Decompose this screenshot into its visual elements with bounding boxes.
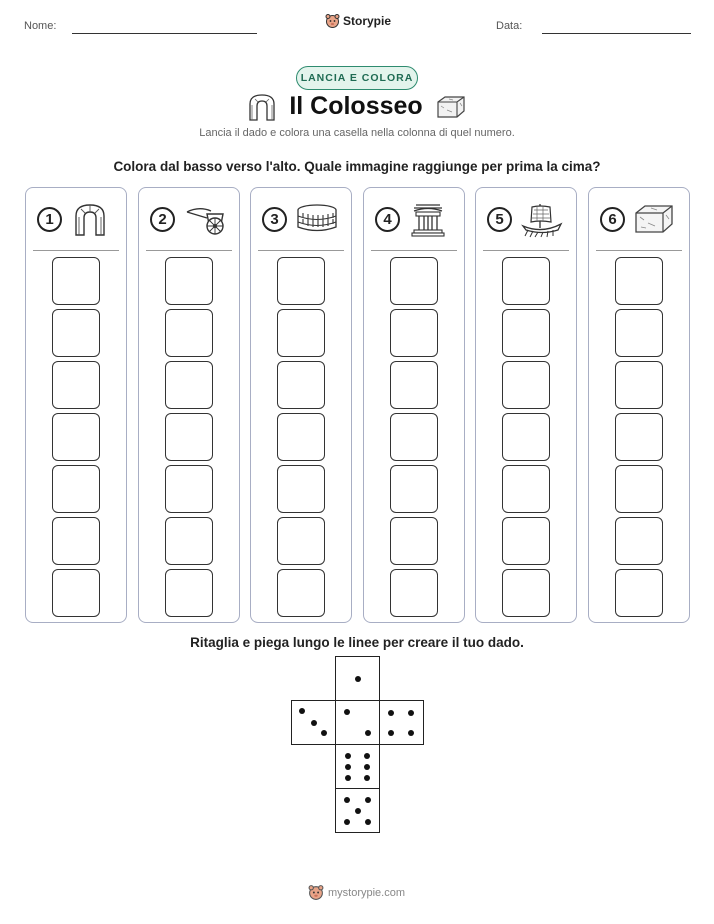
column-divider: [258, 250, 344, 251]
color-cell[interactable]: [615, 465, 663, 513]
arch-icon: [70, 202, 110, 236]
name-label: Nome:: [24, 20, 57, 32]
color-cell[interactable]: [502, 257, 550, 305]
date-field-line: [542, 33, 691, 34]
dice-pip: [365, 819, 371, 825]
dice-pip: [345, 775, 351, 781]
column-5: [475, 187, 577, 623]
column-divider: [33, 250, 119, 251]
column-divider: [596, 250, 682, 251]
galley-ship-icon: [520, 202, 564, 238]
column-4: [363, 187, 465, 623]
dice-face-1: [335, 656, 380, 701]
color-cell[interactable]: [390, 465, 438, 513]
color-cell[interactable]: [52, 413, 100, 461]
column-number: 5: [487, 207, 512, 232]
main-instruction: Colora dal basso verso l'alto. Quale immagine raggiunge per prima la cima?: [113, 159, 601, 174]
color-cell[interactable]: [277, 569, 325, 617]
color-cell[interactable]: [390, 257, 438, 305]
dice-pip: [299, 708, 305, 714]
column-header: [26, 188, 126, 250]
column-divider: [146, 250, 232, 251]
color-cell[interactable]: [277, 517, 325, 565]
dice-pip: [344, 797, 350, 803]
stone-block-icon: [435, 94, 467, 120]
color-cell[interactable]: [502, 517, 550, 565]
color-cell[interactable]: [390, 413, 438, 461]
chariot-icon: [183, 202, 227, 236]
dice-pip: [344, 709, 350, 715]
column-header: [139, 188, 239, 250]
color-cell[interactable]: [615, 361, 663, 409]
color-cell[interactable]: [52, 309, 100, 357]
stone-block-icon: [633, 202, 675, 236]
dice-pip: [364, 764, 370, 770]
dice-pip: [408, 730, 414, 736]
dice-face-5: [335, 788, 380, 833]
color-cell[interactable]: [615, 517, 663, 565]
column-header: [251, 188, 351, 250]
color-cell[interactable]: [390, 309, 438, 357]
dice-pip: [355, 808, 361, 814]
color-cell[interactable]: [502, 413, 550, 461]
color-cell[interactable]: [52, 517, 100, 565]
column-3: [250, 187, 352, 623]
temple-icon: [408, 202, 448, 238]
color-cell[interactable]: [615, 257, 663, 305]
color-cell[interactable]: [52, 465, 100, 513]
color-cell[interactable]: [52, 361, 100, 409]
color-cell[interactable]: [277, 413, 325, 461]
column-number: 6: [600, 207, 625, 232]
color-cell[interactable]: [165, 257, 213, 305]
color-cell[interactable]: [277, 257, 325, 305]
activity-badge: LANCIA E COLORA: [296, 66, 418, 90]
color-cell[interactable]: [615, 569, 663, 617]
color-cell[interactable]: [615, 309, 663, 357]
dice-pip: [365, 797, 371, 803]
color-cell[interactable]: [165, 309, 213, 357]
color-cell[interactable]: [502, 569, 550, 617]
column-header: [476, 188, 576, 250]
brand-name: Storypie: [343, 14, 392, 28]
dice-instruction: Ritaglia e piega lungo le linee per creare il tuo dado.: [190, 635, 524, 650]
dice-pip: [344, 819, 350, 825]
date-label: Data:: [496, 20, 523, 32]
color-cell[interactable]: [52, 257, 100, 305]
page-title: Il Colosseo: [289, 92, 423, 120]
dice-pip: [364, 753, 370, 759]
dice-face-3: [291, 700, 336, 745]
color-cell[interactable]: [165, 465, 213, 513]
color-cell[interactable]: [615, 413, 663, 461]
column-header: [589, 188, 689, 250]
storypie-mascot-icon: [308, 884, 324, 901]
dice-pip: [364, 775, 370, 781]
footer: [308, 884, 405, 901]
color-cell[interactable]: [165, 361, 213, 409]
color-cell[interactable]: [52, 569, 100, 617]
dice-face-2: [335, 700, 380, 745]
color-cell[interactable]: [390, 517, 438, 565]
dice-pip: [321, 730, 327, 736]
column-number: 4: [375, 207, 400, 232]
dice-pip: [388, 710, 394, 716]
column-number: 3: [262, 207, 287, 232]
dice-pip: [311, 720, 317, 726]
dice-pip: [345, 764, 351, 770]
column-divider: [371, 250, 457, 251]
storypie-mascot-icon: [325, 13, 340, 29]
footer-url: mystorypie.com: [328, 886, 406, 899]
color-cell[interactable]: [277, 465, 325, 513]
column-1: [25, 187, 127, 623]
color-cell[interactable]: [277, 361, 325, 409]
dice-pip: [388, 730, 394, 736]
column-number: 1: [37, 207, 62, 232]
color-cell[interactable]: [277, 309, 325, 357]
dice-pip: [408, 710, 414, 716]
column-6: [588, 187, 690, 623]
dice-face-4: [379, 700, 424, 745]
color-cell[interactable]: [502, 309, 550, 357]
brand-logo: [325, 13, 391, 29]
dice-pip: [345, 753, 351, 759]
color-cell[interactable]: [502, 465, 550, 513]
title-row: [0, 92, 714, 121]
subtitle: Lancia il dado e colora una casella nella colonna di quel numero.: [199, 127, 515, 139]
dice-face-6: [335, 744, 380, 789]
column-divider: [483, 250, 569, 251]
color-cell[interactable]: [165, 413, 213, 461]
color-cell[interactable]: [390, 569, 438, 617]
arch-icon: [247, 93, 277, 121]
color-cell[interactable]: [165, 517, 213, 565]
color-cell[interactable]: [165, 569, 213, 617]
colosseum-icon: [295, 202, 339, 236]
dice-pip: [365, 730, 371, 736]
name-field-line: [72, 33, 257, 34]
color-cell[interactable]: [390, 361, 438, 409]
column-header: [364, 188, 464, 250]
column-2: [138, 187, 240, 623]
column-number: 2: [150, 207, 175, 232]
color-cell[interactable]: [502, 361, 550, 409]
dice-pip: [355, 676, 361, 682]
